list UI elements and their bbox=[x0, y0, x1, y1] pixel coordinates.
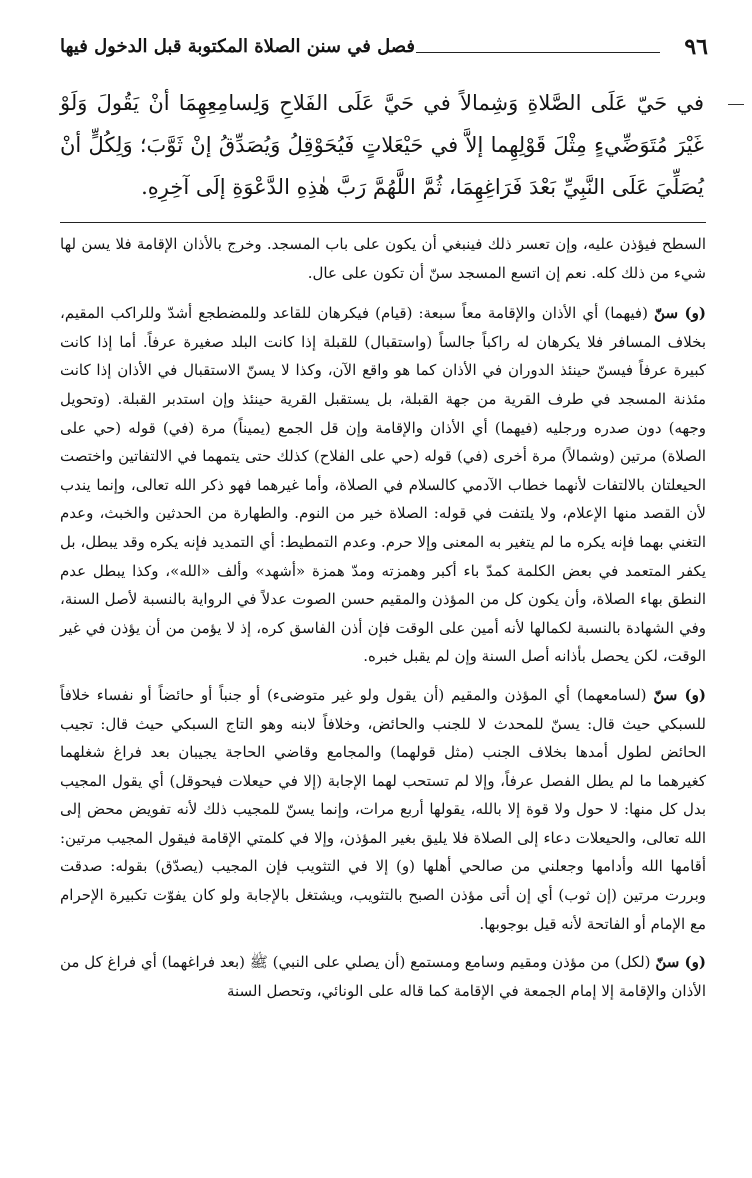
paragraph-body: (فيهما) أي الأذان والإقامة معاً سبعة: (قيام) فيكرهان للقاعد وللمضطجع أشدّ وللراكب المقيم، بخلاف المسافر فلا يكرهان له راكباً جالساً (واستقبال) للقبلة إذا كانت البلد صغيرة عرفاً. أما إذا كانت كبيرة عرفاً فيسنّ حينئذ الدوران في الأذان كما هو واقع الآن، وكذا لا يسنّ الاستقبال في الأذان إذا كانت مئذنة المسجد في طرف القرية من جهة القبلة، بل يستقبل القرية حينئذ وإن استدبر القبلة. (وتحويل وجهه) دون صدره ورجليه (فيهما) أي الأذان والإقامة وإن قل الجمع (يميناً) مرة (في) قوله (حي على الصلاة) مرتين (وشمالاً) مرة أخرى (في) قوله (حي على الفلاح) كذلك حتى يتمهما في الالتفاتين واختصت الحيعلتان بالالتفات لأنهما خطاب الآدمي كالسلام في الصلاة، وأما غيرهما فهو ذكر الله تعالى، وإنما يندب لأن القصد منها الإعلام، ولا يلتفت في قوله: الصلاة خير من النوم. والطهارة من الحدثين والخبث، وعدم التغني بهما فإنه يكره ما لم يتغير به المعنى وإلا حرم. وعدم التمطيط: أي التمديد فإنه يكره وقد يبطل، بل يكفر المتعمد في بعض الكلمة كمدّ باء أكبر وهمزته ومدّ همزة «أشهد» وألف «الله»، وكذا يبطل عدم النطق بهاء الصلاة، وأن يكون كل من المؤذن والمقيم حسن الصوت عدلاً في الرواية بالنسبة لأصل السنة، وفي الشهادة بالنسبة لكمالها لأنه أمين على الوقت فإن أذن الفاسق كره، إذ لا يؤمن من أن يؤذن في غير الوقت، لكن يحصل بأذانه أصل السنة وإن لم يقبل خبره. bbox=[60, 304, 706, 666]
paragraph-label: (و) سنّ bbox=[654, 304, 706, 323]
matn-paragraph: في حَيّ عَلَى الصَّلاةِ وَشِمالاً في حَيَّ عَلَى الفَلاحِ وَلِسامِعِهِمَا أنْ يَقُولَ وَلَوْ غَيْرَ مُتَوَضِّيءٍ مِثْلَ قَوْلِهِما إلاَّ في حَيْعَلاتٍ فَيُحَوْقِلُ وَيُصَدِّقُ إنْ ثَوَّبَ؛ وَلِكُلٍّ أنْ يُصَلِّيَ عَلَى النَّبِيِّ بَعْدَ فَرَاغِهِمَا، ثُمَّ اللَّهُمَّ رَبَّ هٰذِهِ الدَّعْوَةِ إلَى آخِرِهِ. bbox=[60, 91, 704, 199]
paragraph-body: (لكل) من مؤذن ومقيم وسامع ومستمع (أن يصلي على النبي) ﷺ (بعد فراغهما) أي فراغ كل من الأذان والإقامة إلا إمام الجمعة في الإقامة كما قاله على الونائي، وتحصل السنة bbox=[60, 953, 706, 1000]
paragraph-label: (و) سنّ bbox=[655, 953, 706, 972]
commentary-paragraph-4 bbox=[60, 948, 706, 1005]
matn-text bbox=[60, 82, 704, 208]
commentary-paragraph-3 bbox=[60, 681, 706, 938]
header-rule bbox=[416, 52, 660, 53]
paragraph-label: (و) سنّ bbox=[653, 685, 706, 704]
page-number: ٩٦ bbox=[684, 34, 708, 60]
page-header bbox=[60, 32, 708, 66]
commentary-paragraph-2 bbox=[60, 299, 706, 671]
commentary bbox=[60, 230, 706, 1015]
commentary-paragraph-1: السطح فيؤذن عليه، وإن تعسر ذلك فينبغي أن يكون على باب المسجد. وخرج بالأذان الإقامة فلا يسن لها شيء من ذلك كله. نعم إن اتسع المسجد سنّ أن تكون على عال. bbox=[60, 235, 706, 282]
paragraph-body: (لسامعهما) أي المؤذن والمقيم (أن يقول ولو غير متوضىء) أو جنباً أو حائضاً أو نفساء خلافاً للسبكي حيث قال: يسنّ للمحدث لا للجنب والحائض، وخلافاً لابنه وهو التاج السبكي حيث قال: تجيب الحائض لطول أمدها بخلاف الجنب (مثل قولهما) والمجامع وقاضي الحاجة يجيبان بعد فراغ شغلهما كغيرهما ما لم يطل الفصل عرفاً، وإلا لم تستحب لهما الإجابة (إلا في حيعلات فيحوقل) أي يقول المجيب بدل كل منها: لا حول ولا قوة إلا بالله، يقولها أربع مرات، وإنما يسنّ للمجيب ذلك لأنه تفويض محض إلى الله تعالى، والحيعلات دعاء إلى الصلاة فلا يليق بغير المؤذن، وإلا في كلمتي الإقامة فيقول المجيب مرتين: أقامها الله وأدامها وجعلني من صالحي أهلها (و) إلا في التثويب فإن المجيب (يصدّق) بقوله: صدقت وبررت مرتين (إن ثوب) أي إن أتى مؤذن الصبح بالتثويب، ويشتغل بالإجابة ولو كان يفوّت تكبيرة الإحرام مع الإمام أو الفاتحة لأنه قيل بوجوبها. bbox=[60, 685, 706, 933]
separator-rule bbox=[60, 222, 706, 223]
running-title: فصل في سنن الصلاة المكتوبة قبل الدخول فيها bbox=[60, 36, 415, 57]
margin-dash bbox=[728, 104, 744, 105]
